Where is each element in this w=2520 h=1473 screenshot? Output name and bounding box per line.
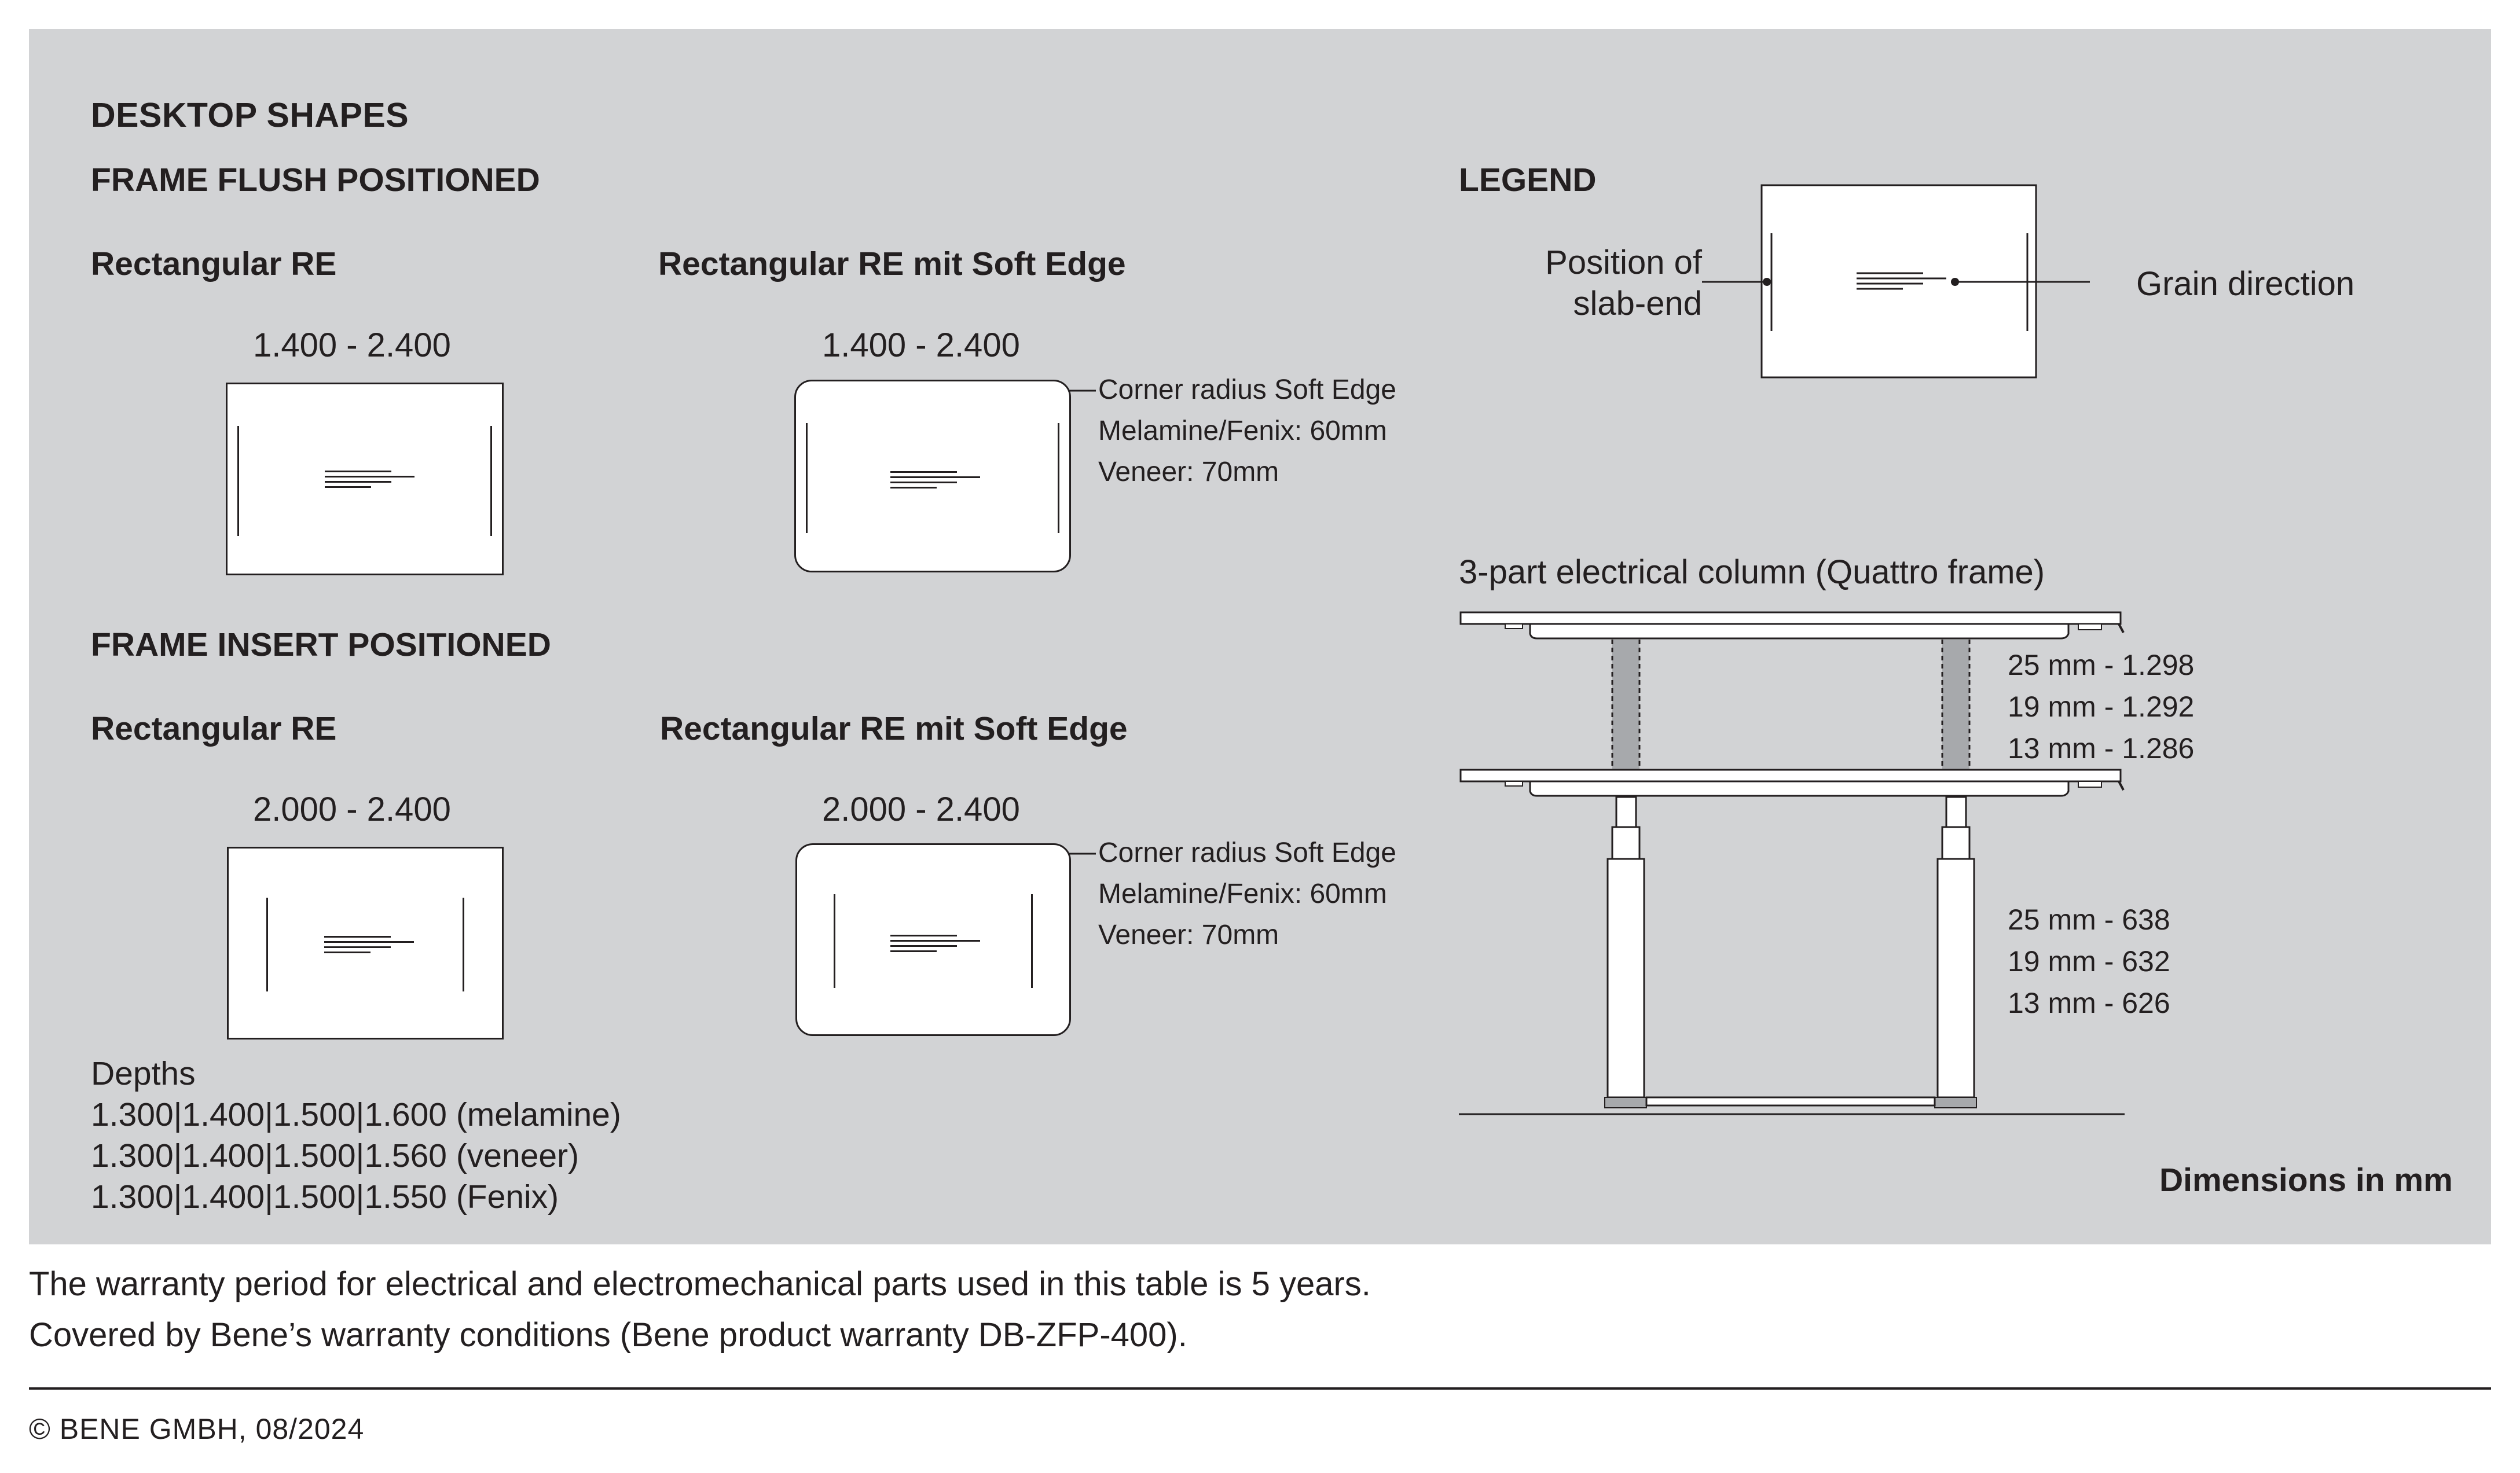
insert-soft-edge-shape [795, 843, 1071, 1036]
insert-shape2-label: Rectangular RE mit Soft Edge [660, 710, 1128, 747]
warranty-line: The warranty period for electrical and electromechanical parts used in this table is 5 years. [29, 1265, 1371, 1303]
insert-rectangular-shape [227, 847, 504, 1039]
flush-shape1-dimension: 1.400 - 2.400 [253, 326, 451, 364]
height-value: 25 mm - 638 [2008, 903, 2170, 936]
slab-end-text: slab-end [1573, 285, 1702, 322]
insert-shape2-dimension: 2.000 - 2.400 [822, 791, 1020, 828]
height-value: 19 mm - 632 [2008, 945, 2170, 978]
height-value: 13 mm - 1.286 [2008, 732, 2195, 765]
depths-label: Depths [91, 1055, 196, 1092]
note-line: Corner radius Soft Edge [1098, 837, 1396, 868]
height-value: 25 mm - 1.298 [2008, 649, 2195, 681]
max-height-list [2008, 644, 2194, 769]
column-leg-left [1605, 797, 1646, 1108]
slab-end-mark [1031, 894, 1033, 988]
desktop-lowered [1461, 770, 2123, 796]
footer-divider [29, 1387, 2491, 1390]
page-title: DESKTOP SHAPES [91, 96, 409, 134]
slab-end-mark [463, 898, 464, 991]
flush-soft-edge-shape [794, 380, 1071, 572]
flush-shape1-label: Rectangular RE [91, 245, 337, 282]
note-leader-line [1068, 385, 1097, 396]
depth-line: 1.300|1.400|1.500|1.560 (veneer) [91, 1137, 579, 1174]
flush-heading: FRAME FLUSH POSITIONED [91, 161, 540, 199]
grain-icon [890, 471, 983, 488]
depths-block [91, 1053, 621, 1218]
grain-direction-label: Grain direction [2136, 265, 2355, 303]
note-leader-line [1068, 848, 1097, 859]
note-line: Veneer: 70mm [1098, 457, 1279, 487]
insert-shape1-label: Rectangular RE [91, 710, 337, 747]
grain-icon [325, 471, 417, 488]
insert-shape1-dimension: 2.000 - 2.400 [253, 791, 451, 828]
note-line: Melamine/Fenix: 60mm [1098, 416, 1387, 446]
min-height-list [2008, 899, 2170, 1024]
height-value: 19 mm - 1.292 [2008, 690, 2195, 723]
depth-line: 1.300|1.400|1.500|1.600 (melamine) [91, 1096, 621, 1133]
slab-end-label [1447, 242, 1702, 324]
column-title: 3-part electrical column (Quattro frame) [1459, 553, 2045, 591]
grain-icon [890, 935, 983, 952]
height-value: 13 mm - 626 [2008, 987, 2170, 1019]
slab-end-mark [806, 423, 808, 533]
slab-end-mark [1058, 423, 1059, 533]
desktop-top-raised [1461, 612, 2123, 638]
slab-end-mark [237, 426, 239, 536]
dimensions-note: Dimensions in mm [2159, 1162, 2453, 1199]
grain-icon [324, 936, 417, 953]
depth-line: 1.300|1.400|1.500|1.550 (Fenix) [91, 1178, 559, 1215]
copyright: © BENE GMBH, 08/2024 [29, 1413, 365, 1445]
note-line: Veneer: 70mm [1098, 920, 1279, 950]
warranty-line: Covered by Bene’s warranty conditions (Bene product warranty DB-ZFP-400). [29, 1316, 1187, 1354]
leader-dot [1763, 278, 1771, 286]
slab-end-mark [490, 426, 492, 536]
slab-end-text: Position of [1545, 244, 1702, 281]
legend-heading: LEGEND [1459, 161, 1597, 199]
foot-crossbar [1646, 1097, 1935, 1105]
legend-diagram [1702, 182, 2096, 382]
column-leg-right [1935, 797, 1976, 1108]
note-line: Melamine/Fenix: 60mm [1098, 879, 1387, 909]
insert-heading: FRAME INSERT POSITIONED [91, 626, 551, 663]
warranty-text [29, 1259, 1371, 1361]
flush-shape2-label: Rectangular RE mit Soft Edge [658, 245, 1126, 282]
flush-rectangular-shape [226, 383, 504, 575]
flush-shape2-dimension: 1.400 - 2.400 [822, 326, 1020, 364]
note-line: Corner radius Soft Edge [1098, 374, 1396, 405]
slab-end-mark [266, 898, 268, 991]
slab-end-mark [834, 894, 835, 988]
insert-corner-note [1098, 832, 1396, 956]
flush-corner-note [1098, 369, 1396, 493]
